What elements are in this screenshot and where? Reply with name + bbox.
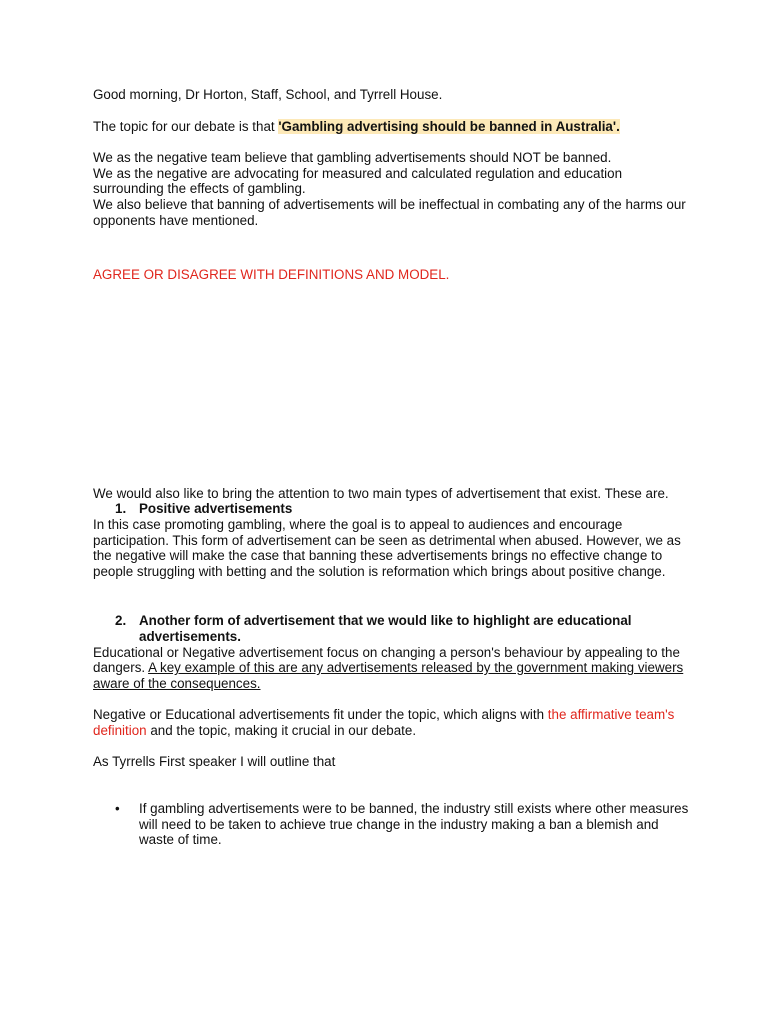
fit-suffix: and the topic, making it crucial in our debate.: [146, 722, 417, 738]
bullet-icon: •: [115, 801, 120, 817]
outline-item-1: [93, 801, 693, 848]
greeting: Good morning, Dr Horton, Staff, School, and Tyrrell House.: [93, 87, 443, 102]
topic-line: [93, 119, 693, 135]
topic-highlight: 'Gambling advertising should be banned in Australia'.: [278, 118, 620, 134]
type-heading-1: [93, 501, 693, 517]
definitions-note: AGREE OR DISAGREE WITH DEFINITIONS AND MODEL.: [93, 267, 450, 283]
document-page: [93, 87, 693, 848]
fit-prefix: Negative or Educational advertisements fit under the topic, which aligns with: [93, 707, 548, 723]
type-number-1: 1.: [115, 501, 127, 517]
stance-line-2: We as the negative are advocating for measured and calculated regulation and education surrounding the effects of gambling.: [93, 165, 623, 197]
type-number-2: 2.: [115, 613, 127, 629]
stance-line-3: We also believe that banning of advertisements will be ineffectual in combating any of the harms our opponents have mentioned.: [93, 196, 686, 228]
type-body-2: [93, 645, 693, 692]
fit-red-text: the affirmative team's definition: [93, 707, 675, 738]
stance-line-1: We as the negative team believe that gambling advertisements should NOT be banned.: [93, 150, 612, 166]
topic-prefix: The topic for our debate is that: [93, 118, 279, 134]
type-heading-2-text: Another form of advertisement that we would like to highlight are educational advertisements.: [139, 613, 632, 644]
type-heading-1-text: Positive advertisements: [139, 501, 293, 517]
type-body-2-text: Educational or Negative advertisement focus on changing a person's behaviour by appealing to the dangers.: [93, 644, 680, 676]
type-body-2-underlined: A key example of this are any advertisements released by the government making viewers aware of the consequences.: [93, 660, 684, 691]
type-heading-2: [93, 613, 693, 644]
types-intro: We would also like to bring the attention to two main types of advertisement that exist. These are.: [93, 485, 669, 501]
fit-paragraph: [93, 707, 693, 738]
type-body-1: In this case promoting gambling, where the goal is to appeal to audiences and encourage participation. This form of advertisement can be seen as detrimental when abused. However, we as the negative will make the case that banning these advertisements brings no effective change to people struggling with betting and the solution is reformation which brings about positive change.: [93, 516, 681, 579]
outline-item-1-text: If gambling advertisements were to be banned, the industry still exists where other measures will need to be taken to achieve true change in the industry making a ban a blemish and waste of time.: [139, 801, 689, 848]
outline-intro: As Tyrrells First speaker I will outline that: [93, 754, 336, 770]
